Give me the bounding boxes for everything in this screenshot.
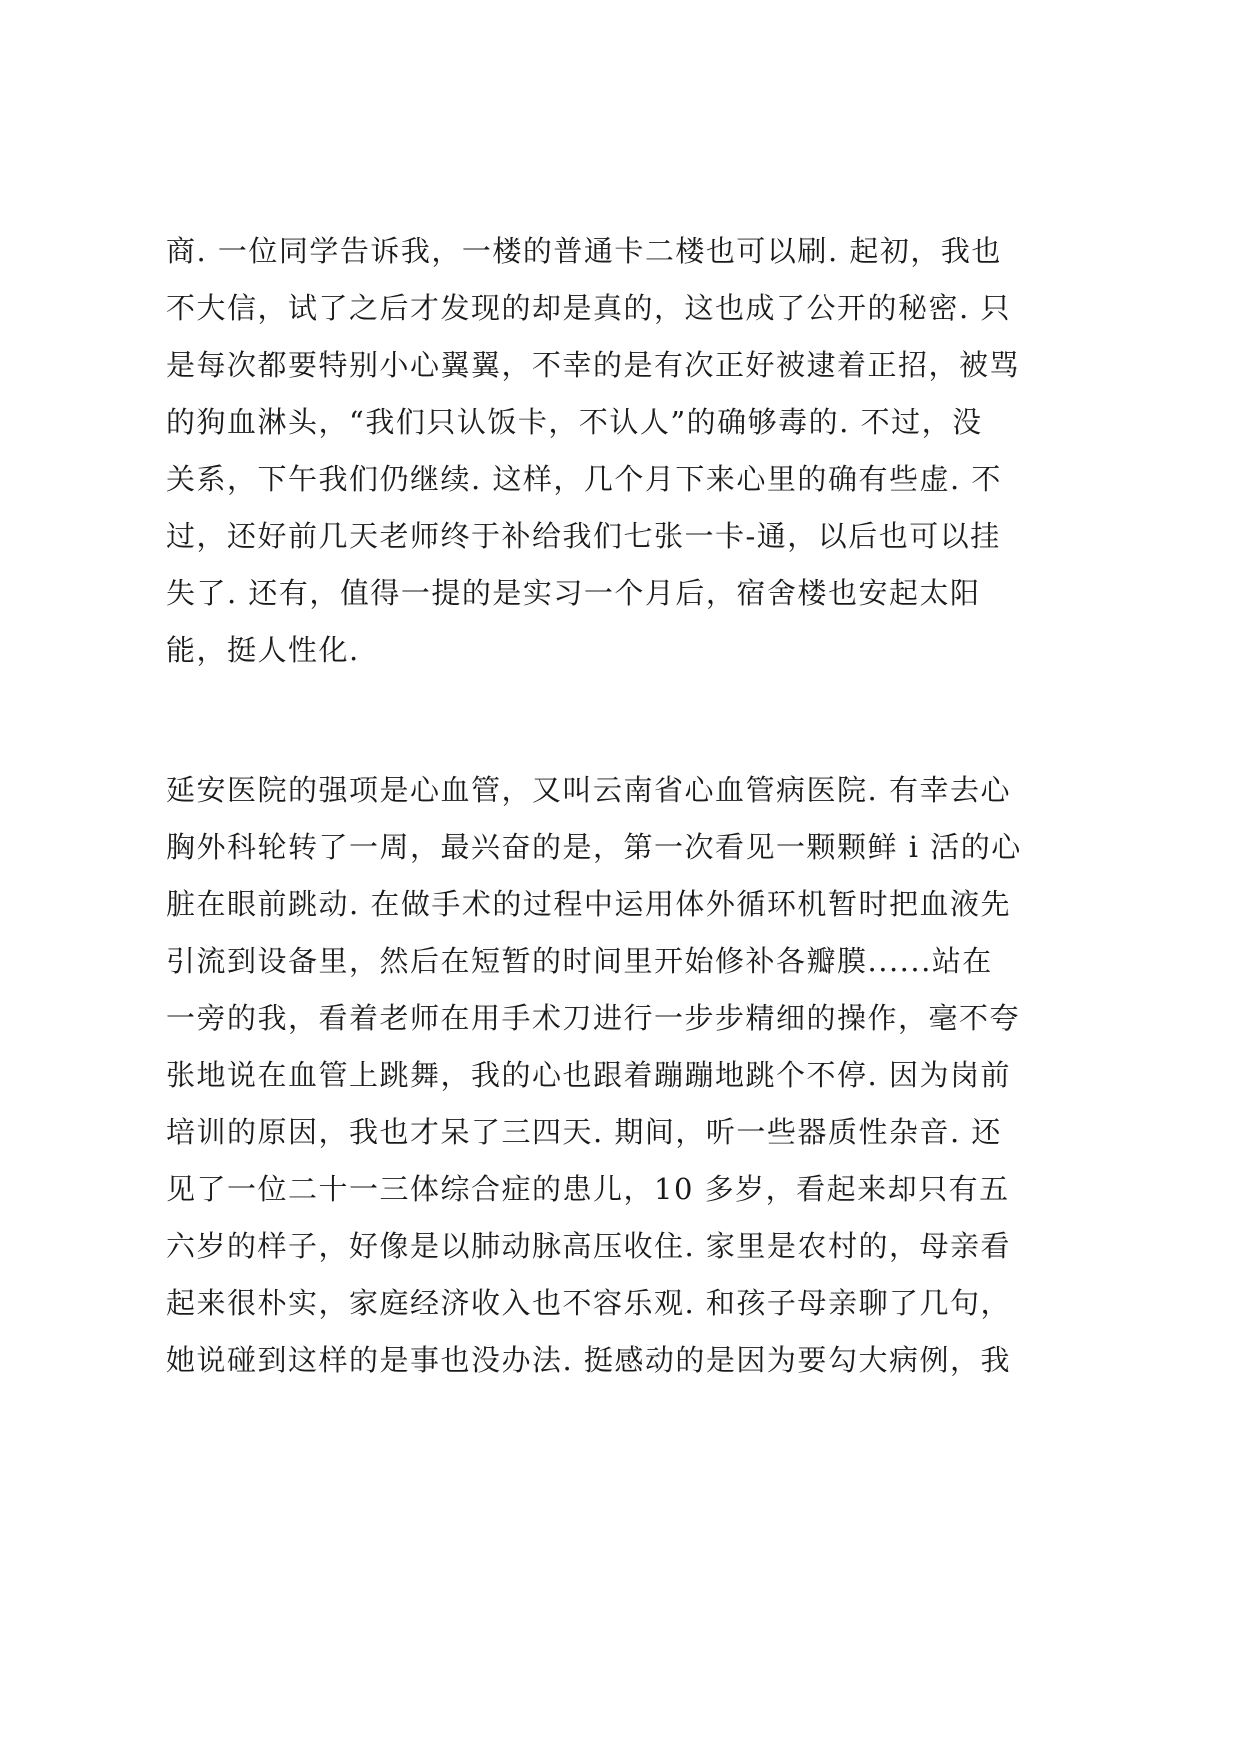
text-line: 胸外科轮转了一周，最兴奋的是，第一次看见一颗颗鲜 i 活的心 [166,830,1022,864]
paragraph-2 [166,762,1106,1389]
text-line: 起来很朴实，家庭经济收入也不容乐观. 和孩子母亲聊了几句， [166,1286,1011,1320]
text-line: 商. 一位同学告诉我，一楼的普通卡二楼也可以刷. 起初，我也 [166,234,1002,268]
text-line: 是每次都要特别小心翼翼，不幸的是有次正好被逮着正招，被骂 [166,348,1021,382]
text-line: 一旁的我，看着老师在用手术刀进行一步步精细的操作，毫不夸 [166,1001,1021,1035]
text-line: 的狗血淋头，“我们只认饭卡，不认人”的确够毒的. 不过，没 [166,405,983,439]
text-line: 引流到设备里，然后在短暂的时间里开始修补各瓣膜......站在 [166,944,993,978]
text-line: 张地说在血管上跳舞，我的心也跟着蹦蹦地跳个不停. 因为岗前 [166,1058,1011,1092]
text-line: 关系，下午我们仍继续. 这样，几个月下来心里的确有些虚. 不 [166,462,1002,496]
text-line: 六岁的样子，好像是以肺动脉高压收住. 家里是农村的，母亲看 [166,1229,1011,1263]
paragraph-1 [166,223,1106,679]
text-line: 培训的原因，我也才呆了三四天. 期间，听一些器质性杂音. 还 [166,1115,1002,1149]
text-line: 她说碰到这样的是事也没办法. 挺感动的是因为要勾大病例，我 [166,1343,1011,1377]
text-line: 失了. 还有，值得一提的是实习一个月后，宿舍楼也安起太阳 [166,576,981,610]
text-line: 能，挺人性化. [166,633,360,667]
text-line: 见了一位二十一三体综合症的患儿，10 多岁，看起来却只有五 [166,1172,1010,1206]
text-line: 不大信，试了之后才发现的却是真的，这也成了公开的秘密. 只 [166,291,1011,325]
text-line: 过，还好前几天老师终于补给我们七张一卡-通，以后也可以挂 [166,519,1001,553]
text-line: 延安医院的强项是心血管，又叫云南省心血管病医院. 有幸去心 [166,773,1011,807]
text-line: 脏在眼前跳动. 在做手术的过程中运用体外循环机暂时把血液先 [166,887,1011,921]
